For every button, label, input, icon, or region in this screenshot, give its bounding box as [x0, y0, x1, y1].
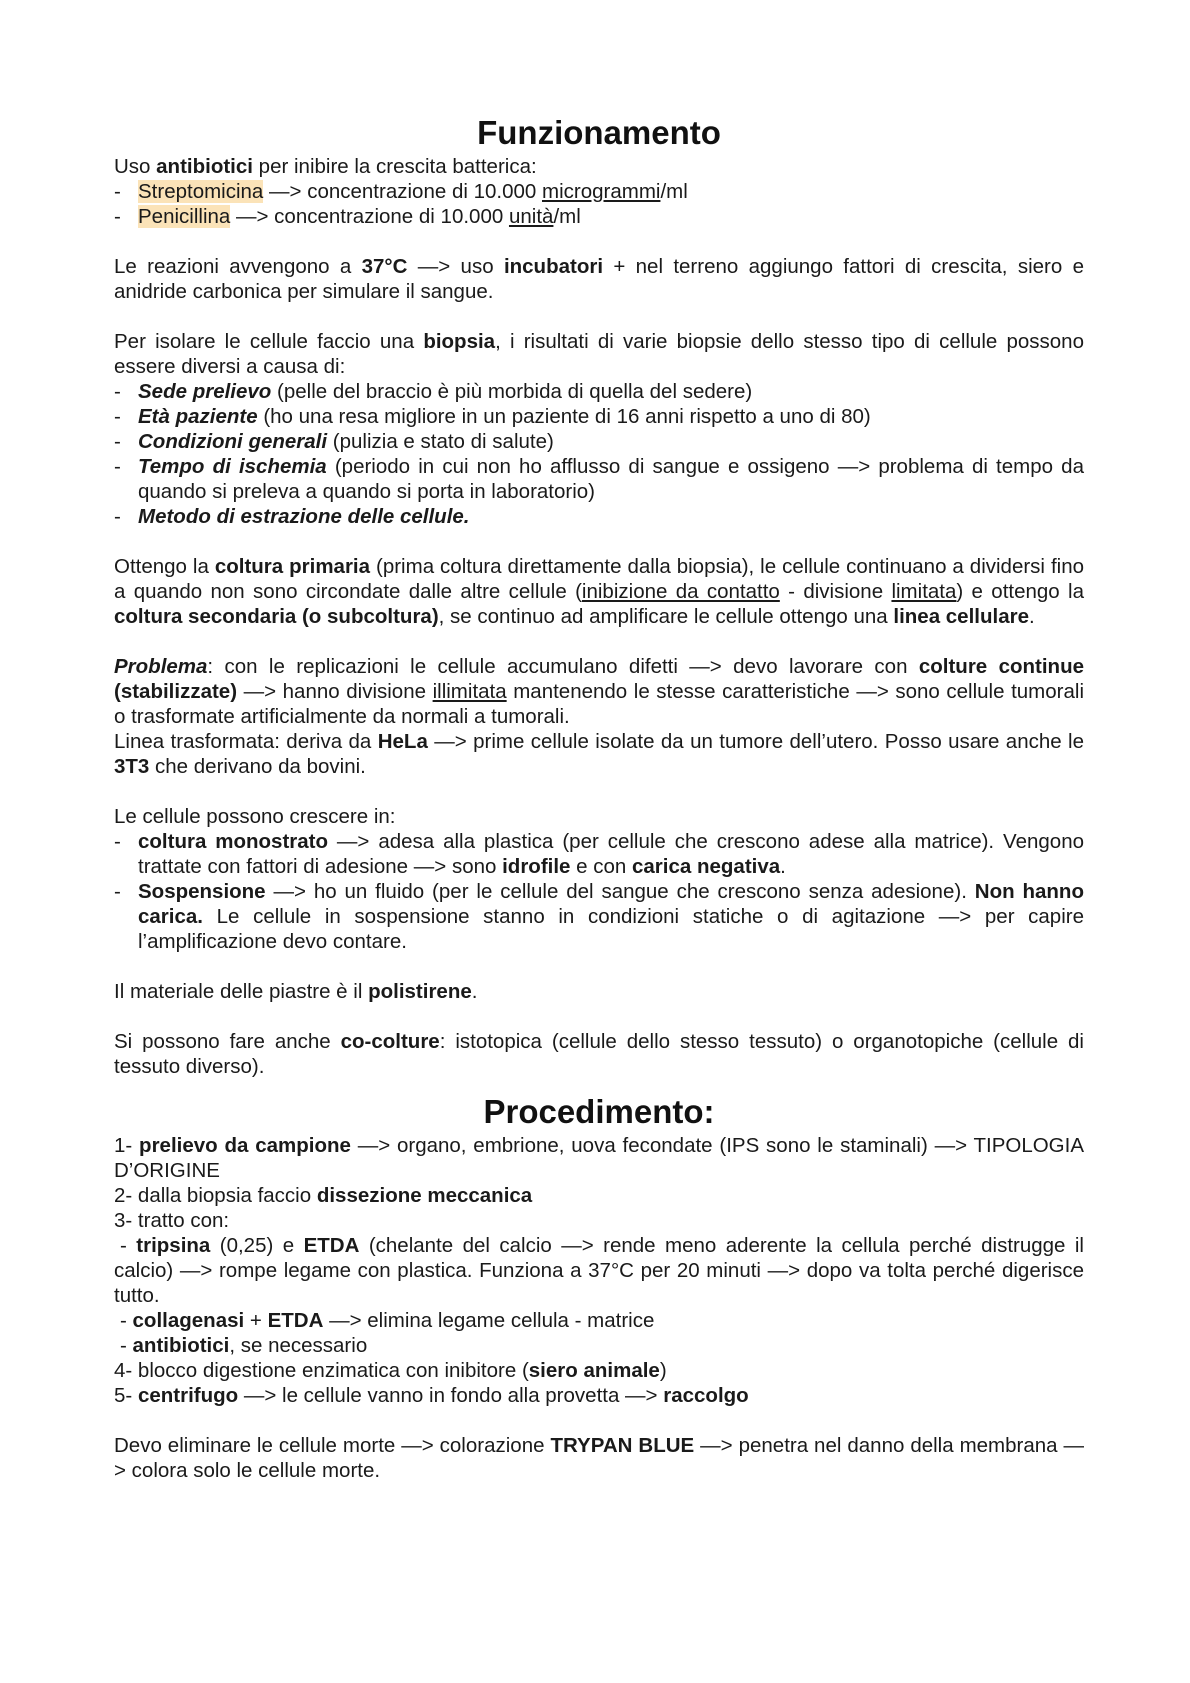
list-item-streptomicina: - Streptomicina —> concentrazione di 10.000 microgrammi/ml	[114, 180, 688, 203]
paragraph-coltura: Ottengo la coltura primaria (prima coltura direttamente dalla biopsia), le cellule continuano a dividersi fino a quando non sono circondate dalle altre cellule (inibizione da contatto - divisione limitata) e ottengo la coltura secondaria (o subcoltura), se continuo ad amplificare le cellule ottengo una linea cellulare.	[114, 555, 1085, 628]
antibiotics-intro: Uso antibiotici per inibire la crescita batterica:	[114, 155, 537, 178]
step-2: 2- dalla biopsia faccio dissezione meccanica	[114, 1184, 533, 1207]
list-item-penicillina: - Penicillina —> concentrazione di 10.000 unità/ml	[114, 205, 581, 228]
list-item-sospensione: - Sospensione —> ho un fluido (per le cellule del sangue che crescono senza adesione). Non hanno carica. Le cellule in sospensione stanno in condizioni statiche o di agitazione —> per capire l’amplificazione devo contare.	[114, 880, 1084, 953]
list-item-sede: - Sede prelievo (pelle del braccio è più morbida di quella del sedere)	[114, 380, 753, 403]
paragraph-biopsia: Per isolare le cellule faccio una biopsia, i risultati di varie biopsie dello stesso tipo di cellule possono essere diversi a causa di:	[114, 330, 1084, 378]
paragraph-crescita: Le cellule possono crescere in:	[114, 805, 396, 828]
step-3-tripsina: - tripsina (0,25) e ETDA (chelante del calcio —> rende meno aderente la cellula perché distrugge il calcio) —> rompe legame con plastica. Funziona a 37°C per 20 minuti —> dopo va tolta perché digerisce tutto.	[114, 1234, 1084, 1307]
paragraph-reazioni: Le reazioni avvengono a 37°C —> uso incubatori + nel terreno aggiungo fattori di crescita, siero e anidride carbonica per simulare il sangue.	[114, 255, 1084, 303]
step-1: 1- prelievo da campione —> organo, embrione, uova fecondate (IPS sono le staminali) —> TIPOLOGIA D’ORIGINE	[114, 1134, 1084, 1182]
step-5: 5- centrifugo —> le cellule vanno in fondo alla provetta —> raccolgo	[114, 1384, 749, 1407]
paragraph-cocolture: Si possono fare anche co-colture: istotopica (cellule dello stesso tessuto) o organotopiche (cellule di tessuto diverso).	[114, 1030, 1084, 1078]
step-3: 3- tratto con:	[114, 1209, 230, 1232]
step-4: 4- blocco digestione enzimatica con inibitore (siero animale)	[114, 1359, 667, 1382]
list-item-monostrato: - coltura monostrato —> adesa alla plastica (per cellule che crescono adese alla matrice). Vengono trattate con fattori di adesione —> sono idrofile e con carica negativa.	[114, 830, 1084, 878]
list-item-eta: - Età paziente (ho una resa migliore in un paziente di 16 anni rispetto a uno di 80)	[114, 405, 871, 428]
list-item-metodo: - Metodo di estrazione delle cellule.	[114, 505, 470, 528]
paragraph-linea: Linea trasformata: deriva da HeLa —> prime cellule isolate da un tumore dell’utero. Posso usare anche le 3T3 che derivano da bovini.	[114, 730, 1084, 778]
list-item-condizioni: - Condizioni generali (pulizia e stato di salute)	[114, 430, 554, 453]
document-content	[114, 112, 1084, 1483]
step-3-collagenasi: - collagenasi + ETDA —> elimina legame cellula - matrice	[120, 1309, 655, 1332]
paragraph-trypan: Devo eliminare le cellule morte —> colorazione TRYPAN BLUE —> penetra nel danno della membrana —> colora solo le cellule morte.	[114, 1434, 1085, 1482]
section-title-procedimento: Procedimento:	[483, 1093, 715, 1130]
paragraph-materiale: Il materiale delle piastre è il polistirene.	[114, 980, 478, 1003]
section-title-funzionamento: Funzionamento	[477, 114, 721, 151]
paragraph-problema: Problema: con le replicazioni le cellule accumulano difetti —> devo lavorare con colture continue (stabilizzate) —> hanno divisione illimitata mantenendo le stesse caratteristiche —> sono cellule tumorali o trasformate artificialmente da normali a tumorali.	[114, 655, 1084, 728]
step-3-antibiotici: - antibiotici, se necessario	[120, 1334, 368, 1357]
list-item-ischemia: - Tempo di ischemia (periodo in cui non ho afflusso di sangue e ossigeno —> problema di tempo da quando si preleva a quando si porta in laboratorio)	[114, 455, 1084, 503]
